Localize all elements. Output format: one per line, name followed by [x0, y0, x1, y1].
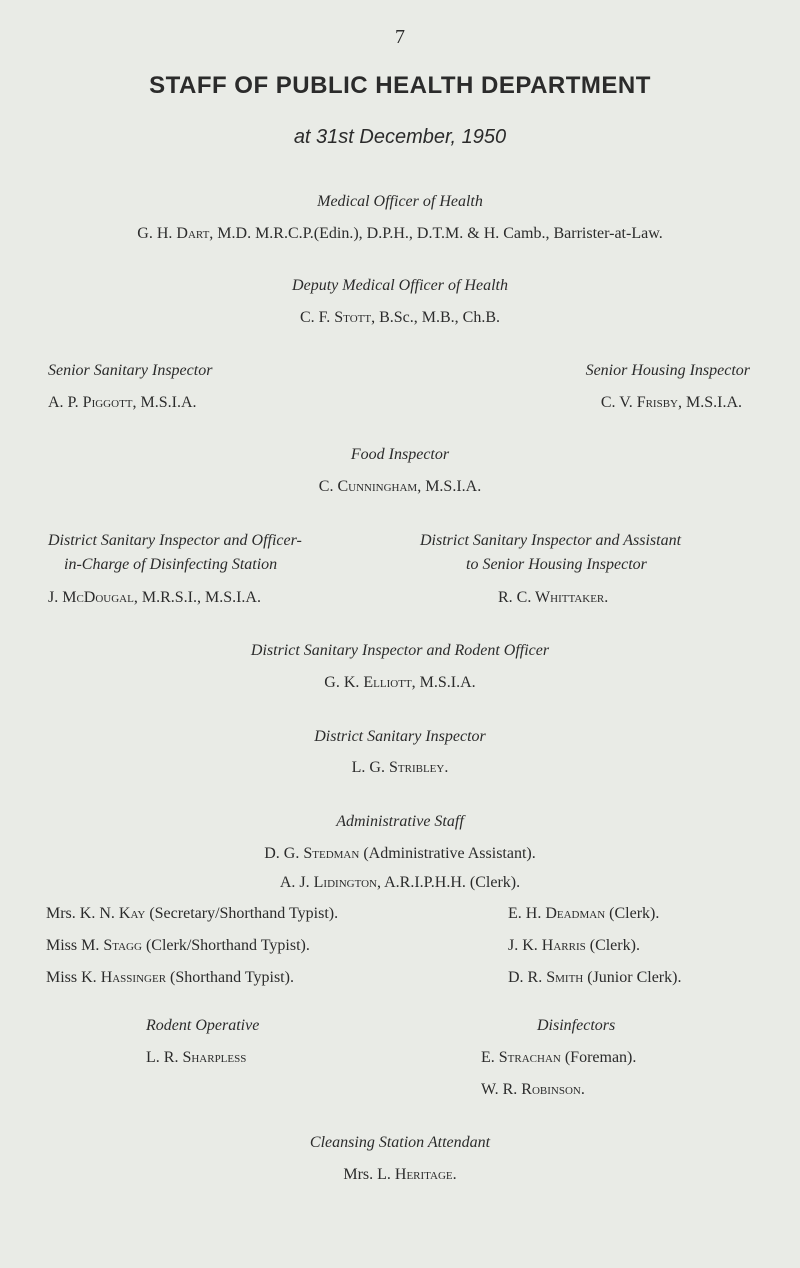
admin-right-name: Harris: [541, 937, 586, 954]
admin-line-2-rest: , A.R.I.P.H.H. (Clerk).: [377, 874, 521, 891]
admin-right-name: Deadman: [545, 905, 606, 922]
admin-right-name: Smith: [546, 969, 584, 986]
moh-role: Medical Officer of Health: [317, 193, 483, 210]
disinfectors-role: Disinfectors: [537, 1017, 616, 1034]
senior-sanitary-entry: [48, 394, 197, 412]
admin-line-1-rest: (Administrative Assistant).: [359, 845, 536, 862]
food-quals: , M.S.I.A.: [417, 478, 482, 495]
senior-housing-role: Senior Housing Inspector: [585, 362, 750, 379]
page-subtitle: at 31st December, 1950: [293, 126, 507, 148]
page-number: 7: [395, 26, 405, 48]
cleansing-name: Heritage.: [394, 1166, 457, 1183]
admin-left-name: Hassinger: [100, 969, 167, 986]
disinfectors-line-2: W. R. Robinson.: [481, 1081, 585, 1098]
dmoh-name: C. F. Stott: [299, 309, 372, 326]
senior-sanitary-name: A. P. Piggott: [48, 394, 133, 411]
district-rodent-quals: , M.S.I.A.: [411, 674, 476, 691]
admin-right-rest: (Junior Clerk).: [583, 969, 682, 986]
admin-right-prefix: E. H.: [508, 905, 546, 922]
admin-left-name: Kay: [118, 905, 146, 922]
cleansing-entry: [0, 1166, 800, 1184]
senior-housing-entry: [601, 394, 742, 412]
district-name: L. G. Stribley.: [351, 759, 449, 776]
district-disinfecting-role-2: in-Charge of Disinfecting Station: [64, 556, 278, 573]
admin-role: Administrative Staff: [336, 813, 464, 830]
moh-quals: , M.D. M.R.C.P.(Edin.), D.P.H., D.T.M. & H. Camb., Barrister-at-Law.: [209, 225, 663, 242]
district-rodent-entry: [0, 674, 800, 692]
admin-right-prefix: D. R.: [508, 969, 547, 986]
admin-left-prefix: Mrs. K. N.: [46, 905, 119, 922]
district-disinfecting-quals: , M.R.S.I., M.S.I.A.: [133, 589, 261, 606]
admin-line-1-name: D. G. Stedman: [264, 845, 360, 862]
admin-right-prefix: J. K.: [508, 937, 542, 954]
dmoh-role: Deputy Medical Officer of Health: [292, 277, 508, 294]
admin-right-rest: (Clerk).: [605, 905, 660, 922]
food-name: C. Cunningham: [318, 478, 418, 495]
admin-left-item: [46, 969, 294, 987]
food-role: Food Inspector: [350, 446, 450, 463]
senior-sanitary-quals: , M.S.I.A.: [132, 394, 197, 411]
admin-left-name: Stagg: [103, 937, 142, 954]
dmoh-entry: [0, 309, 800, 327]
district-role: District Sanitary Inspector: [314, 728, 486, 745]
district-disinfecting-name: J. McDougal: [48, 589, 134, 606]
admin-left-rest: (Shorthand Typist).: [166, 969, 294, 986]
admin-left-prefix: Miss K.: [46, 969, 101, 986]
senior-housing-name: C. V. Frisby: [600, 394, 678, 411]
district-disinfecting-role-1: District Sanitary Inspector and Officer-: [48, 532, 302, 549]
admin-right-item: [508, 937, 640, 955]
admin-line-2: [0, 874, 800, 892]
district-disinfecting-entry: [48, 589, 261, 607]
admin-left-prefix: Miss M.: [46, 937, 104, 954]
district-assistant-role-2: to Senior Housing Inspector: [466, 556, 647, 573]
admin-left-rest: (Secretary/Shorthand Typist).: [145, 905, 339, 922]
moh-entry: [0, 225, 800, 243]
rodent-operative-name: L. R. Sharpless: [146, 1049, 247, 1066]
district-rodent-role: District Sanitary Inspector and Rodent Officer: [250, 642, 550, 659]
disinfectors-line-1: [481, 1049, 636, 1067]
district-assistant-role-1: District Sanitary Inspector and Assistant: [420, 532, 682, 549]
senior-housing-quals: , M.S.I.A.: [677, 394, 742, 411]
disinfectors-line-1-rest: (Foreman).: [560, 1049, 637, 1066]
district-assistant-name: R. C. Whittaker.: [498, 589, 609, 606]
cleansing-role: Cleansing Station Attendant: [309, 1134, 491, 1151]
admin-line-2-name: A. J. Lidington: [279, 874, 377, 891]
admin-left-item: [46, 905, 338, 923]
dmoh-quals: , B.Sc., M.B., Ch.B.: [371, 309, 500, 326]
disinfectors-line-1-name: E. Strachan: [481, 1049, 561, 1066]
admin-left-item: [46, 937, 310, 955]
admin-left-rest: (Clerk/Shorthand Typist).: [141, 937, 310, 954]
admin-right-item: [508, 969, 681, 987]
district-rodent-name: G. K. Elliott: [324, 674, 412, 691]
cleansing-prefix: Mrs. L.: [343, 1166, 395, 1183]
page-title: STAFF OF PUBLIC HEALTH DEPARTMENT: [149, 72, 651, 99]
admin-right-item: [508, 905, 659, 923]
admin-right-rest: (Clerk).: [585, 937, 640, 954]
food-entry: [0, 478, 800, 496]
moh-name: G. H. Dart: [137, 225, 210, 242]
senior-sanitary-role: Senior Sanitary Inspector: [48, 362, 213, 379]
admin-line-1: [0, 845, 800, 863]
rodent-operative-role: Rodent Operative: [146, 1017, 260, 1034]
